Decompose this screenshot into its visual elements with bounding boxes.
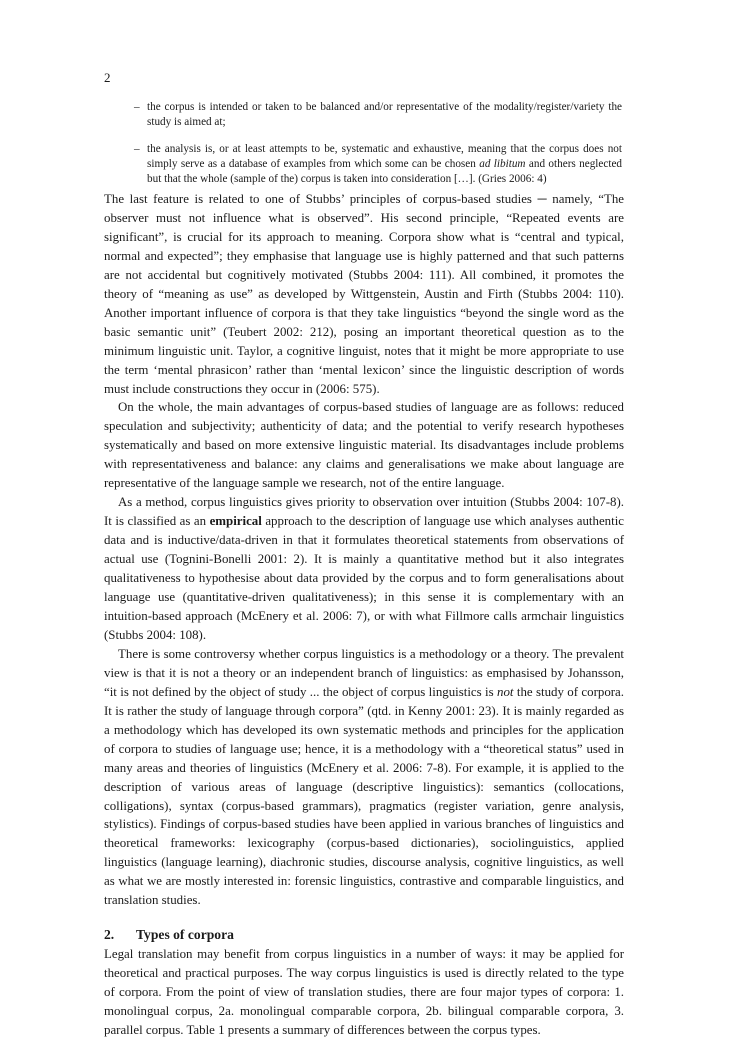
paragraph: As a method, corpus linguistics gives priority to observation over intuition (Stubbs 2004: 107-8). It is classified as an empirical approach to the description of language use which analyses authentic data and is inductive/data-driven in that it formulates theoretical statements from observations of actual use (Tognini-Bonelli 2001: 2). It is mainly a quantitative method but it also integrates qualitativeness to hypothesise about data provided by the corpus and to form generalisations about language use (quantitative-driven qualitativeness); in this sense it is complementary with an intuition-based approach (McEnery et al. 2006: 7), or with what Fillmore calls armchair linguistics (Stubbs 2004: 108).: [104, 495, 624, 642]
bullet-item: [134, 100, 622, 130]
bullet-text: the corpus is intended or taken to be balanced and/or representative of the modality/register/variety the study is aimed at;: [147, 101, 622, 128]
bullet-dash: –: [134, 101, 140, 113]
paragraph: Legal translation may benefit from corpus linguistics in a number of ways: it may be applied for theoretical and practical purposes. The way corpus linguistics is used is directly related to the type of corpora. From the point of view of translation studies, there are four major types of corpora: 1. monolingual corpus, 2a. monolingual comparable corpora, 2b. bilingual comparable corpora, 3. parallel corpus. Table 1 presents a summary of differences between the corpus types.: [104, 947, 624, 1038]
bullet-text: the analysis is, or at least attempts to be, systematic and exhaustive, meaning that the corpus does not simply serve as a database of examples from which some can be chosen ad libitum and others neglected but that the whole (sample of the) corpus is taken into consideration […]. (Gries 2006: 4): [147, 143, 623, 185]
bullet-item: [134, 142, 622, 187]
italic-term: ad libitum: [479, 158, 526, 170]
section-heading: [104, 925, 624, 945]
body-text: [104, 190, 624, 1040]
page-number: 2: [104, 70, 111, 85]
bullet-dash: –: [134, 143, 140, 155]
section-title: Types of corpora: [136, 927, 234, 943]
paragraph: There is some controversy whether corpus linguistics is a methodology or a theory. The prevalent view is that it is not a theory or an independent branch of linguistics: as emphasised by Johansson, “it is not defined by the object of study ... the object of corpus linguistics is not the study of corpora. It is rather the study of language through corpora” (qtd. in Kenny 2001: 23). It is mainly regarded as a methodology which has developed its own systematic methods and principles for the application of corpora to studies of language use; hence, it is a methodology with a “theoretical status” used in many areas and theories of linguistics (McEnery et al. 2006: 7-8). For example, it is applied to the description of various areas of language (descriptive linguistics): semantics (collocations, colligations), syntax (corpus-based grammars), pragmatics (register variation, genre analysis, stylistics). Findings of corpus-based studies have been applied in various branches of linguistics and theoretical frameworks: lexicography (corpus-based dictionaries), sociolinguistics, applied linguistics (language learning), diachronic studies, discourse analysis, cognitive linguistics, as well as what we are mostly interested in: forensic linguistics, contrastive and comparable linguistics, and translation studies.: [104, 646, 625, 908]
section-number: 2.: [104, 927, 115, 943]
paragraph: On the whole, the main advantages of corpus-based studies of language are as follows: reduced speculation and subjectivity; authenticity of data; and the potential to verify research hypotheses systematically and based on more extensive linguistic material. Its disadvantages include problems with representativeness and balance: any claims and generalisations we make about language are representative of the language sample we research, not of the entire language.: [104, 400, 624, 491]
italic-term: not: [497, 684, 514, 699]
bold-term: empirical: [209, 514, 262, 529]
paragraph: The last feature is related to one of Stubbs’ principles of corpus-based studies ─ namely, “The observer must not influence what is observed”. His second principle, “Repeated events are significant”, is crucial for its approach to meaning. Corpora show what is “central and typical, normal and expected”; they emphasise that language use is highly patterned and that such patterns are not accidental but cognitively motivated (Stubbs 2004: 111). All combined, it promotes the theory of “meaning as use” as developed by Wittgenstein, Austin and Firth (Stubbs 2004: 110). Another important influence of corpora is that they take linguistics “beyond the single word as the basic semantic unit” (Teubert 2002: 212), posing an important theoretical question as to the minimum linguistic unit. Taylor, a cognitive linguist, notes that it might be more appropriate to use the term ‘mental phrasicon’ rather than ‘mental lexicon’ since the linguistic description of words must include constructions they occur in (2006: 575).: [104, 192, 624, 396]
quoted-bullet-list: [134, 100, 622, 199]
